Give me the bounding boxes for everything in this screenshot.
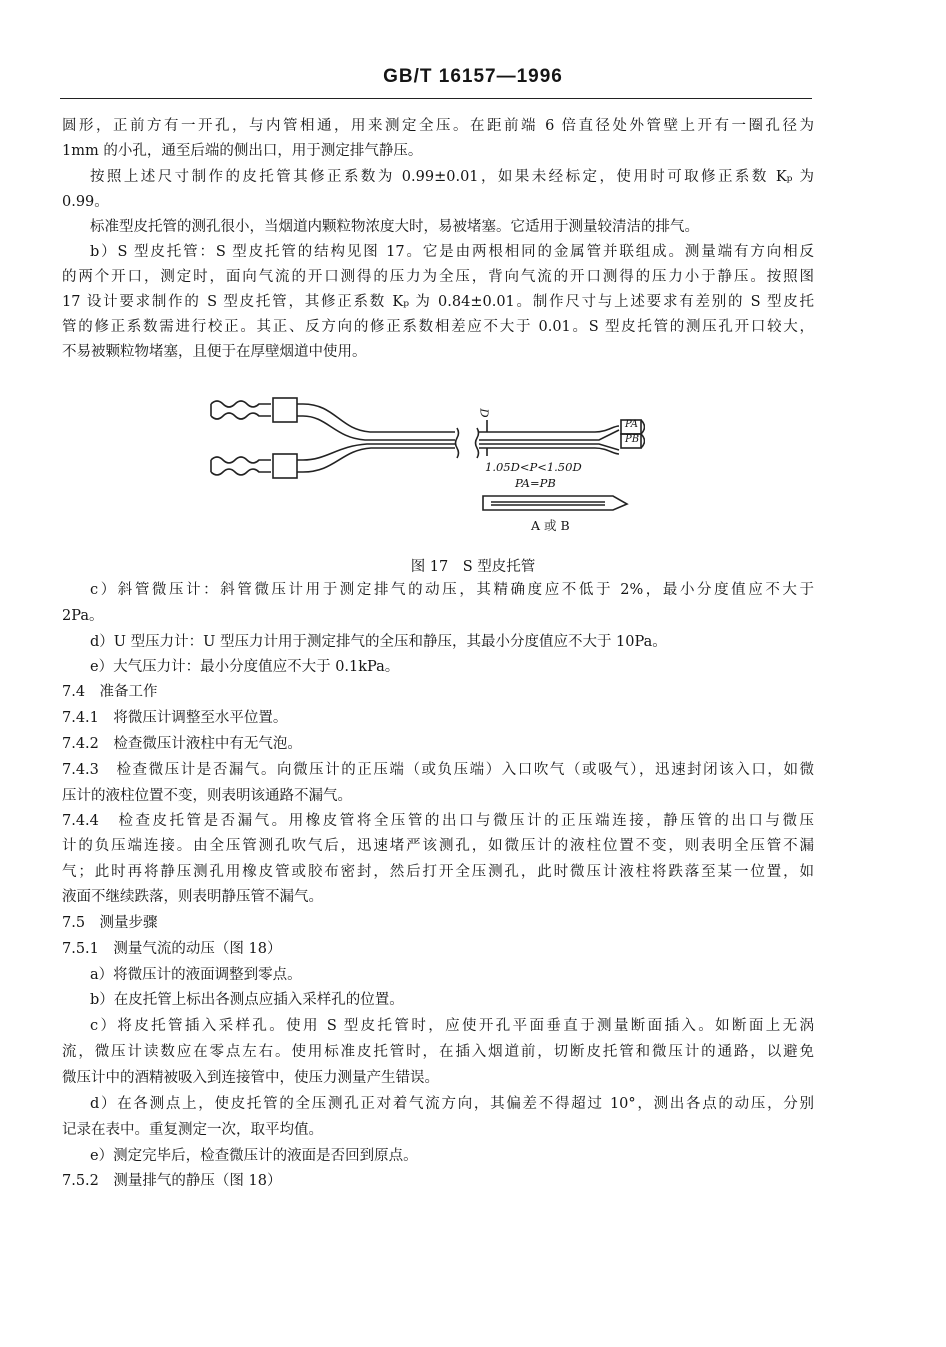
formula-p-range: 1.05D<P<1.50D — [485, 460, 582, 474]
text-line: 压计的液柱位置不变，则表明该通路不漏气。 — [62, 788, 352, 804]
text-line: 圆形，正前方有一开孔，与内管相通，用来测定全压。在距前端 6 倍直径处外管壁上开有一圈孔径为 — [62, 118, 814, 134]
formula-pa-eq-pb: PA=PB — [515, 476, 556, 490]
text-line: 不易被颗粒物堵塞，且便于在厚壁烟道中使用。 — [62, 344, 367, 360]
text-line: 气；此时再将静压测孔用橡皮管或胶布密封，然后打开全压测孔，此时微压计液柱将跌落至某一位置，如 — [62, 864, 814, 880]
standard-header: GB/T 16157—1996 — [383, 66, 563, 87]
section-heading: 7.5 测量步骤 — [62, 915, 158, 931]
text-line: 流，微压计读数应在零点左右。使用标准皮托管时，在插入烟道前，切断皮托管和微压计的通路，以避免 — [62, 1044, 814, 1060]
header-rule — [60, 98, 812, 99]
upper-tube — [297, 404, 455, 440]
lower-hose-bulbs — [211, 457, 271, 475]
upper-fitting — [273, 398, 297, 422]
lower-fitting — [273, 454, 297, 478]
label-pb: PB — [625, 434, 640, 445]
text-line: 管的修正系数需进行校正。其正、反方向的修正系数相差应不大于 0.01。S 型皮托管的测压孔开口较大， — [62, 319, 814, 335]
text-line: b）在皮托管上标出各测点应插入采样孔的位置。 — [90, 992, 404, 1008]
text-line: 计的负压端连接。由全压管测孔吹气后，迅速堵严该测孔，如微压计的液柱位置不变，则表明全压管不漏 — [62, 838, 814, 854]
tip-tube — [479, 426, 619, 454]
section-inner — [491, 502, 605, 505]
text-line: 7.5.2 测量排气的静压（图 18） — [62, 1173, 282, 1189]
break-mark — [456, 428, 479, 458]
figure-17-s-pitot-tube — [195, 390, 645, 540]
text-line: 2Pa。 — [62, 608, 104, 624]
figure-caption: 图 17 S 型皮托管 — [410, 559, 536, 575]
text-line: e）大气压力计：最小分度值应不大于 0.1kPa。 — [90, 659, 400, 675]
lower-tube — [297, 444, 455, 472]
upper-hose-bulbs — [211, 401, 271, 419]
text-line: 1mm 的小孔，通至后端的侧出口，用于测定排气静压。 — [62, 143, 423, 159]
label-a-or-b: A 或 B — [531, 518, 570, 533]
text-line: 标准型皮托管的测孔很小，当烟道内颗粒物浓度大时，易被堵塞。它适用于测量较清洁的排气。 — [90, 219, 699, 235]
text-line: c）斜管微压计：斜管微压计用于测定排气的动压，其精确度应不低于 2%，最小分度值应不大于 — [90, 582, 814, 598]
text-line: 17 设计要求制作的 S 型皮托管，其修正系数 Kₚ 为 0.84±0.01。制作尺寸与上述要求有差别的 S 型皮托 — [62, 294, 814, 310]
text-line: 微压计中的酒精被吸入到连接管中，使压力测量产生错误。 — [62, 1070, 439, 1086]
label-d: D — [477, 408, 492, 418]
text-line: 7.4.3 检查微压计是否漏气。向微压计的正压端（或负压端）入口吹气（或吸气），迅速封闭该入口，如微 — [62, 762, 814, 778]
text-line: 按照上述尺寸制作的皮托管其修正系数为 0.99±0.01，如果未经标定，使用时可取修正系数 Kₚ 为 — [90, 169, 814, 185]
text-line: 7.4.2 检查微压计液柱中有无气泡。 — [62, 736, 302, 752]
section-tube — [483, 496, 627, 510]
text-line: 0.99。 — [62, 194, 109, 210]
text-line: 7.4.1 将微压计调整至水平位置。 — [62, 710, 288, 726]
text-line: 记录在表中。重复测定一次，取平均值。 — [62, 1122, 323, 1138]
text-line: e）测定完毕后，检查微压计的液面是否回到原点。 — [90, 1148, 418, 1164]
text-line: 液面不继续跌落，则表明静压管不漏气。 — [62, 889, 323, 905]
text-line: 7.4.4 检查皮托管是否漏气。用橡皮管将全压管的出口与微压计的正压端连接，静压管的出口与微压 — [62, 813, 814, 829]
text-line: d）在各测点上，使皮托管的全压测孔正对着气流方向，其偏差不得超过 10°，测出各点的动压，分别 — [90, 1096, 814, 1112]
text-line: d）U 型压力计：U 型压力计用于测定排气的全压和静压，其最小分度值应不大于 10Pa。 — [90, 634, 667, 650]
text-line: 的两个开口，测定时，面向气流的开口测得的压力为全压，背向气流的开口测得的压力小于静压。按照图 — [62, 269, 814, 285]
label-pa: PA — [625, 419, 639, 430]
text-line: a）将微压计的液面调整到零点。 — [90, 967, 302, 983]
text-line: c）将皮托管插入采样孔。使用 S 型皮托管时，应使开孔平面垂直于测量断面插入。如断面上无涡 — [90, 1018, 814, 1034]
text-line: b）S 型皮托管：S 型皮托管的结构见图 17。它是由两根相同的金属管并联组成。测量端有方向相反 — [90, 244, 814, 260]
text-line: 7.5.1 测量气流的动压（图 18） — [62, 941, 282, 957]
section-heading: 7.4 准备工作 — [62, 684, 158, 700]
